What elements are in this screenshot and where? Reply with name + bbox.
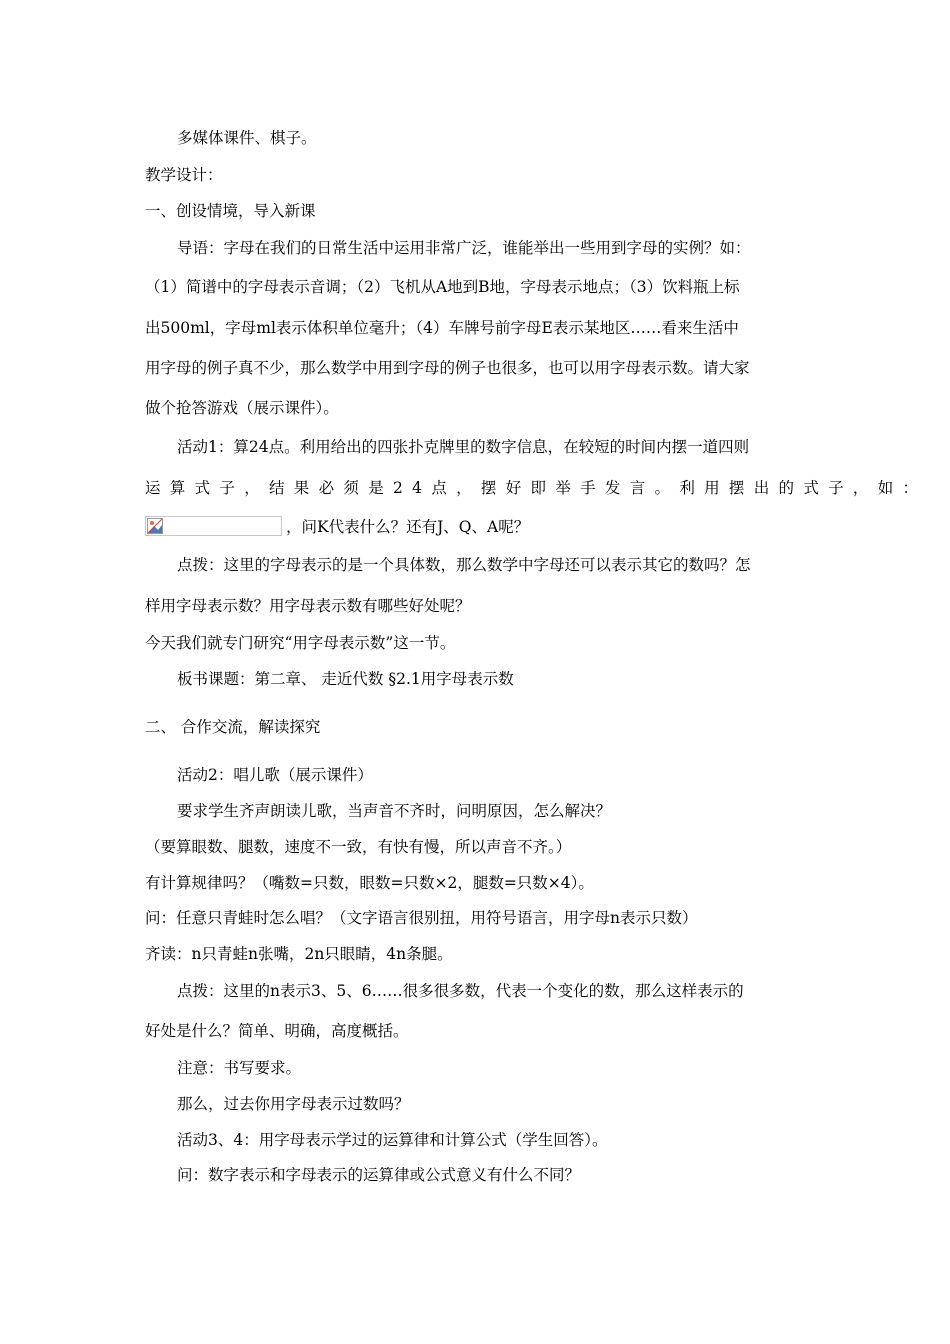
section-heading-2: 二、 合作交流，解读探究 [145, 718, 321, 736]
paragraph-intro-line-3: 出500ml，字母ml表示体积单位毫升；（4）车牌号前字母E表示某地区……看来生活中 [145, 319, 739, 337]
tip-2-line-2: 好处是什么？简单、明确，高度概括。 [145, 1022, 409, 1040]
activity-2-title: 活动2：唱儿歌（展示课件） [177, 766, 373, 784]
today-topic: 今天我们就专门研究“用字母表示数”这一节。 [145, 634, 456, 652]
activity-2-requirement: 要求学生齐声朗读儿歌，当声音不齐时，问明原因，怎么解决？ [177, 802, 612, 820]
paragraph-intro-line-4: 用字母的例子真不少，那么数学中用到字母的例子也很多，也可以用字母表示数。请大家 [145, 359, 750, 377]
activity-2-reason: （要算眼数、腿数，速度不一致，有快有慢，所以声音不齐。） [145, 838, 572, 856]
tip-line-2: 样用字母表示数？用字母表示数有哪些好处呢？ [145, 597, 471, 615]
text-line-materials: 多媒体课件、棋子。 [177, 129, 317, 147]
paragraph-intro-line-1: 导语：字母在我们的日常生活中运用非常广泛，谁能举出一些用到字母的实例？如： [177, 239, 751, 257]
activity-3-4: 活动3、4：用字母表示学过的运算律和计算公式（学生回答）。 [177, 1131, 608, 1149]
question-difference: 问：数字表示和字母表示的运算律或公式意义有什么不同？ [177, 1166, 581, 1184]
activity-2-question: 问：任意只青蛙时怎么唱？（文字语言很别扭，用符号语言，用字母n表示只数） [145, 909, 698, 927]
heading-teaching-design: 教学设计： [145, 166, 223, 184]
paragraph-intro-line-2: （1）简谱中的字母表示音调；（2）飞机从A地到B地，字母表示地点；（3）饮料瓶上标 [145, 278, 740, 296]
activity-2-recite: 齐读：n只青蛙n张嘴，2n只眼睛，4n条腿。 [145, 945, 453, 963]
question-past: 那么，过去你用字母表示过数吗？ [177, 1095, 410, 1113]
tip-2-line-1: 点拨：这里的n表示3、5、6……很多很多数，代表一个变化的数，那么这样表示的 [177, 982, 744, 1000]
activity-1-line-2: 运算式子，结果必须是24点，摆好即举手发言。利用摆出的式子，如： [145, 479, 928, 497]
activity-1-question: ，问K代表什么？还有J、Q、A呢？ [286, 518, 530, 536]
note-writing: 注意：书写要求。 [177, 1059, 302, 1077]
broken-image-placeholder [145, 516, 282, 536]
activity-1-line-1: 活动1：算24点。利用给出的四张扑克牌里的数字信息，在较短的时间内摆一道四则 [177, 438, 750, 456]
activity-2-rule: 有计算规律吗？（嘴数=只数，眼数=只数×2，腿数=只数×4）。 [145, 874, 594, 892]
board-title: 板书课题：第二章、 走近代数 §2.1用字母表示数 [177, 670, 514, 688]
section-heading-1: 一、创设情境，导入新课 [145, 202, 316, 220]
tip-line-1: 点拨：这里的字母表示的是一个具体数，那么数学中字母还可以表示其它的数吗？怎 [177, 556, 751, 574]
broken-image-icon [147, 518, 163, 534]
paragraph-intro-line-5: 做个抢答游戏（展示课件）。 [145, 399, 339, 417]
